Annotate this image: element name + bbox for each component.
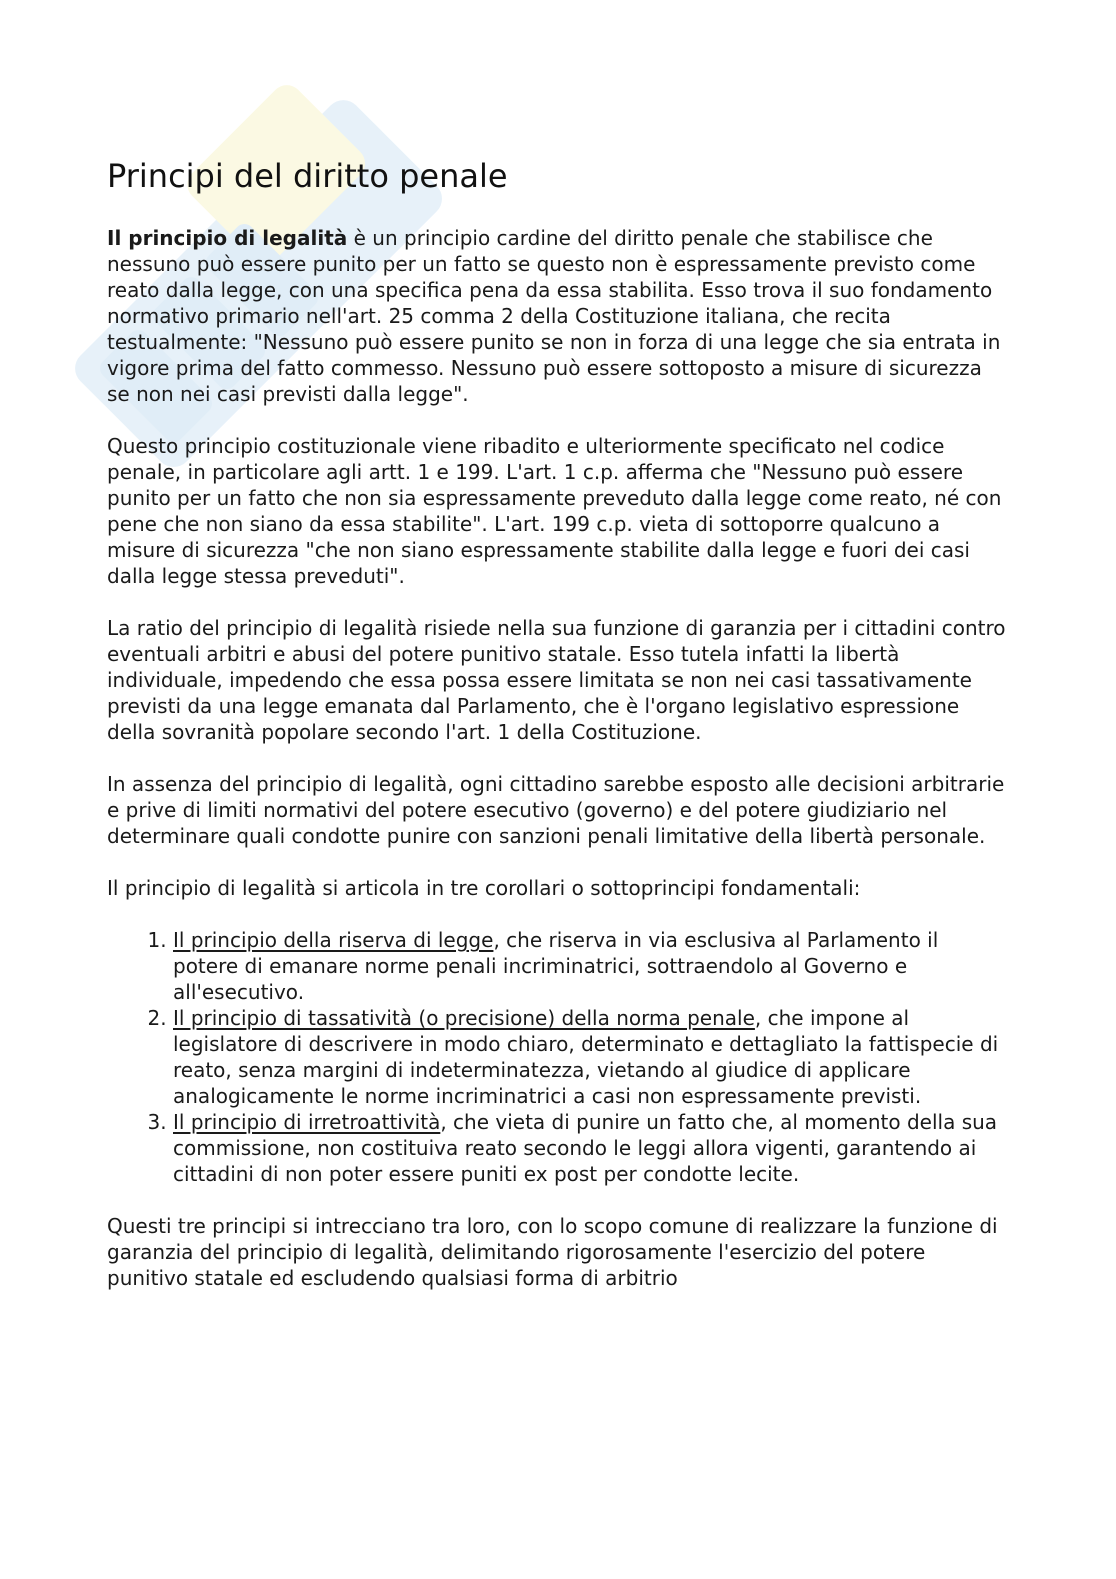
list-item xyxy=(173,1005,1007,1109)
paragraph-intro xyxy=(107,225,1007,407)
paragraph-intro-text: è un principio cardine del diritto penale che stabilisce che nessuno può essere punito per un fatto se questo non è espressamente previsto come reato dalla legge, con una specifica pena da essa stabilita. Esso trova il suo fondamento normativo primario nell'art. 25 comma 2 della Costituzione italiana, che recita testualmente: "Nessuno può essere punito se non in forza di una legge che sia entrata in vigore prima del fatto commesso. Nessuno può essere sottoposto a misure di sicurezza se non nei casi previsti dalla legge". xyxy=(107,226,1001,406)
list-item-underlined: Il principio di tassatività (o precisione) della norma penale xyxy=(173,1006,755,1030)
list-item-text: , che impone al legislatore di descrivere in modo chiaro, determinato e dettagliato la fattispecie di reato, senza margini di indeterminatezza, vietando al giudice di applicare analogicamente le norme incriminatrici a casi non espressamente previsti. xyxy=(173,1006,999,1108)
list-item-text: , che riserva in via esclusiva al Parlamento il potere di emanare norme penali incriminatrici, sottraendolo al Governo e all'esecutivo. xyxy=(173,928,939,1004)
list-item-text: , che vieta di punire un fatto che, al momento della sua commissione, non costituiva reato secondo le leggi allora vigenti, garantendo ai cittadini di non poter essere puniti ex post per condotte lecite. xyxy=(173,1110,998,1186)
list-item-underlined: Il principio della riserva di legge xyxy=(173,928,494,952)
paragraph-conclusione: Questi tre principi si intrecciano tra loro, con lo scopo comune di realizzare la funzione di garanzia del principio di legalità, delimitando rigorosamente l'esercizio del potere punitivo statale ed escludendo qualsiasi forma di arbitrio xyxy=(107,1214,998,1290)
page-title: Principi del diritto penale xyxy=(107,157,508,195)
list-item xyxy=(173,927,1007,1005)
paragraph-assenza: In assenza del principio di legalità, ogni cittadino sarebbe esposto alle decisioni arbitrarie e prive di limiti normativi del potere esecutivo (governo) e del potere giudiziario nel determinare quali condotte punire con sanzioni penali limitative della libertà personale. xyxy=(107,772,1005,848)
document-page xyxy=(107,156,1007,1317)
corollari-list xyxy=(107,927,1007,1187)
paragraph-ratio: La ratio del principio di legalità risiede nella sua funzione di garanzia per i cittadini contro eventuali arbitri e abusi del potere punitivo statale. Esso tutela infatti la libertà individuale, impedendo che essa possa essere limitata se non nei casi tassativamente previsti da una legge emanata dal Parlamento, che è l'organo legislativo espressione della sovranità popolare secondo l'art. 1 della Costituzione. xyxy=(107,616,1006,744)
paragraph-codice-penale: Questo principio costituzionale viene ribadito e ulteriormente specificato nel codice penale, in particolare agli artt. 1 e 199. L'art. 1 c.p. afferma che "Nessuno può essere punito per un fatto che non sia espressamente preveduto dalla legge come reato, né con pene che non siano da essa stabilite". L'art. 199 c.p. vieta di sottoporre qualcuno a misure di sicurezza "che non siano espressamente stabilite dalla legge e fuori dei casi dalla legge stessa preveduti". xyxy=(107,434,1002,588)
bold-lead: Il principio di legalità xyxy=(107,226,348,250)
list-item xyxy=(173,1109,1007,1187)
paragraph-corollari-intro: Il principio di legalità si articola in tre corollari o sottoprincipi fondamentali: xyxy=(107,876,861,900)
list-item-underlined: Il principio di irretroattività xyxy=(173,1110,441,1134)
